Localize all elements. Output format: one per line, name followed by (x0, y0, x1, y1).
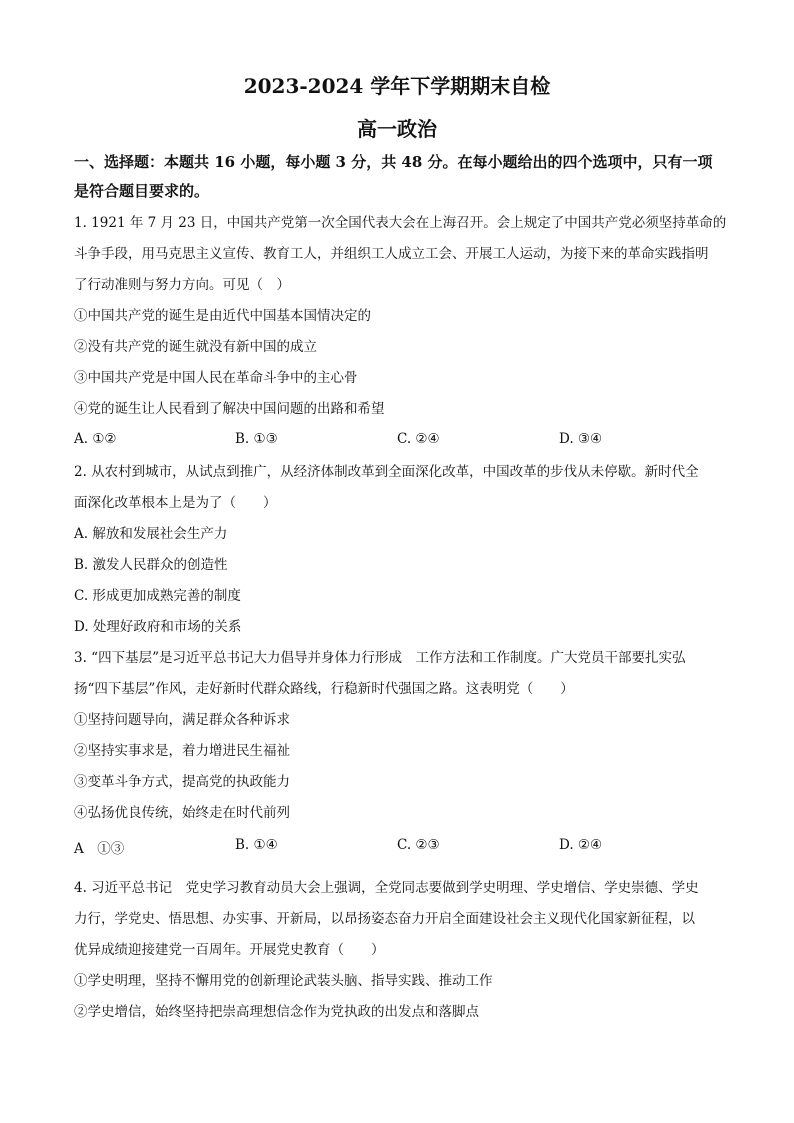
q1-item-3: ③中国共产党是中国人民在革命斗争中的主心骨 (74, 370, 358, 386)
q2-stem-line1: 2. 从农村到城市，从试点到推广，从经济体制改革到全面深化改革，中国改革的步伐从未停歇。新时代全 (74, 464, 699, 480)
q3-stem-line2: 扬“四下基层”作风，走好新时代群众路线，行稳新时代强国之路。这表明党（ ） (74, 681, 574, 697)
q1-stem-line2: 斗争手段，用马克思主义宣传、教育工人，并组织工人成立工会、开展工人运动，为接下来的革命实践指明 (74, 246, 709, 262)
q1-item-4: ④党的诞生让人民看到了解决中国问题的出路和希望 (74, 401, 385, 417)
q3-option-d: D. ②④ (559, 837, 603, 853)
q1-stem-line1: 1. 1921 年 7 月 23 日，中国共产党第一次全国代表大会在上海召开。会上规定了中国共产党必须坚持革命的 (74, 215, 727, 231)
q4-item-2: ②学史增信，始终坚持把崇高理想信念作为党执政的出发点和落脚点 (74, 1004, 479, 1020)
exam-title: 2023-2024 学年下学期期末自检 (243, 74, 551, 98)
q4-stem-line3: 优异成绩迎接建党一百周年。开展党史教育（ ） (74, 942, 385, 958)
q2-option-d: D. 处理好政府和市场的关系 (74, 619, 242, 635)
q3-option-b: B. ①④ (235, 837, 278, 853)
q3-stem-line1: 3. “四下基层”是习近平总书记大力倡导并身体力行形成 工作方法和工作制度。广大党员干部要扎实弘 (74, 650, 686, 666)
q1-item-1: ①中国共产党的诞生是由近代中国基本国情决定的 (74, 308, 371, 324)
q2-option-c: C. 形成更加成熟完善的制度 (74, 588, 241, 604)
section-instruction-line1: 一、选择题：本题共 16 小题，每小题 3 分，共 48 分。在每小题给出的四个选项中，只有一项 (74, 153, 713, 171)
q1-option-d: D. ③④ (559, 431, 603, 447)
q3-item-1: ①坚持问题导向，满足群众各种诉求 (74, 712, 290, 728)
section-instruction-line2: 是符合题目要求的。 (74, 182, 210, 200)
q1-option-a: A. ①② (74, 431, 117, 447)
q3-item-3: ③变革斗争方式，提高党的执政能力 (74, 774, 290, 790)
q4-item-1: ①学史明理，坚持不懈用党的创新理论武装头脑、指导实践、推动工作 (74, 973, 493, 989)
q3-option-a: A ①③ (74, 841, 125, 857)
q4-stem-line1: 4. 习近平总书记 党史学习教育动员大会上强调，全党同志要做到学史明理、学史增信、学史崇德、学史 (74, 880, 699, 896)
q3-item-4: ④弘扬优良传统，始终走在时代前列 (74, 805, 290, 821)
q1-item-2: ②没有共产党的诞生就没有新中国的成立 (74, 339, 317, 355)
q3-option-c: C. ②③ (397, 837, 440, 853)
exam-subject: 高一政治 (357, 117, 437, 141)
q2-option-a: A. 解放和发展社会生产力 (74, 526, 228, 542)
q2-stem-line2: 面深化改革根本上是为了（ ） (74, 495, 277, 511)
q3-item-2: ②坚持实事求是，着力增进民生福祉 (74, 743, 290, 759)
q4-stem-line2: 力行，学党史、悟思想、办实事、开新局，以昂扬姿态奋力开启全面建设社会主义现代化国家新征程，以 (74, 911, 695, 927)
q1-option-b: B. ①③ (235, 431, 278, 447)
q1-option-c: C. ②④ (397, 431, 440, 447)
q2-option-b: B. 激发人民群众的创造性 (74, 557, 228, 573)
q1-stem-line3: 了行动准则与努力方向。可见（ ） (74, 277, 290, 293)
